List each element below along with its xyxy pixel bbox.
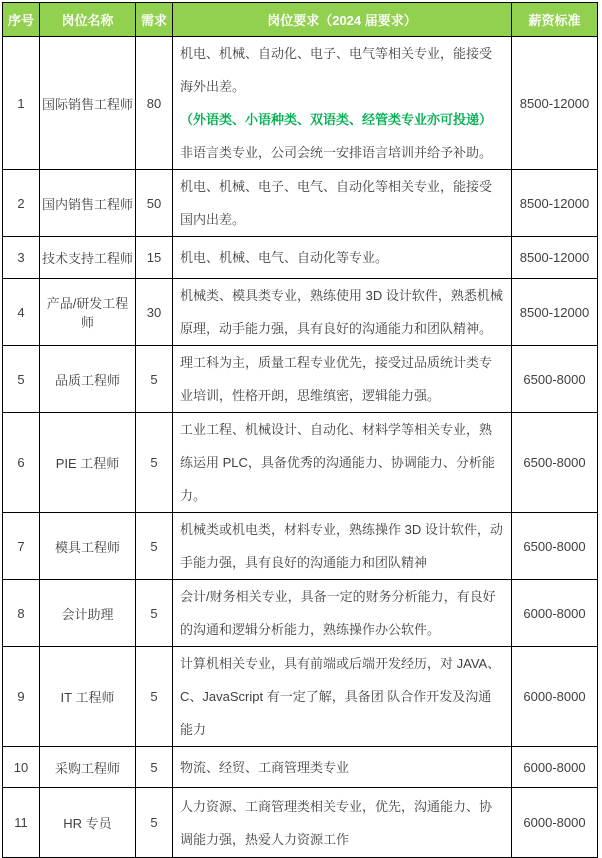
cell-index: 4: [3, 279, 40, 346]
cell-index: 6: [3, 413, 40, 513]
cell-count: 5: [136, 346, 173, 413]
cell-requirements: [173, 37, 512, 170]
column-header-requirements: 岗位要求（2024 届要求）: [173, 3, 512, 37]
requirement-line: 机械类、模具类专业，熟练使用 3D 设计软件，熟悉机械原理，动手能力强，具有良好的沟通能力和团队精神。: [180, 288, 503, 336]
requirement-line: 会计/财务相关专业，具备一定的财务分析能力，有良好的沟通和逻辑分析能力，熟练操作办公软件。: [180, 589, 496, 637]
table-row: [3, 788, 598, 858]
cell-count: 5: [136, 513, 173, 580]
cell-requirements: [173, 279, 512, 346]
requirement-line: 机电、机械、电气、自动化等专业。: [180, 250, 389, 265]
cell-count: 5: [136, 647, 173, 747]
cell-salary: 6000-8000: [512, 647, 598, 747]
document-page: [0, 2, 602, 847]
cell-position: 采购工程师: [40, 747, 136, 788]
cell-salary: 6500-8000: [512, 346, 598, 413]
cell-position: 模具工程师: [40, 513, 136, 580]
requirement-line: 工业工程、机械设计、自动化、材料学等相关专业，熟练运用 PLC，具备优秀的沟通能力、协调能力、分析能力。: [180, 422, 495, 503]
column-header-salary: 薪资标准: [512, 3, 598, 37]
cell-index: 1: [3, 37, 40, 170]
table-row: [3, 747, 598, 788]
cell-count: 5: [136, 788, 173, 858]
requirement-line: 人力资源、工商管理类相关专业，优先，沟通能力、协调能力强，热爱人力资源工作: [180, 798, 493, 847]
table-row: [3, 513, 598, 580]
cell-index: 3: [3, 237, 40, 279]
cell-salary: 6500-8000: [512, 513, 598, 580]
cell-count: 5: [136, 413, 173, 513]
table-row: [3, 37, 598, 170]
cell-count: 15: [136, 237, 173, 279]
cell-count: 5: [136, 747, 173, 788]
requirement-line: 计算机相关专业，具有前端或后端开发经历，对 JAVA、C、JavaScript 有一定了解，具备团 队合作开发及沟通能力: [180, 656, 501, 737]
table-row: [3, 170, 598, 237]
cell-index: 5: [3, 346, 40, 413]
cell-requirements: [173, 788, 512, 858]
cell-requirements: [173, 346, 512, 413]
job-table-body: [3, 37, 598, 858]
cell-requirements: [173, 413, 512, 513]
requirement-line: 机电、机械、自动化、电子、电气等相关专业，能接受海外出差。: [180, 46, 493, 94]
cell-position: 产品/研发工程师: [40, 279, 136, 346]
cell-count: 5: [136, 580, 173, 647]
cell-requirements: [173, 647, 512, 747]
cell-requirements: [173, 747, 512, 788]
cell-count: 80: [136, 37, 173, 170]
cell-salary: 8500-12000: [512, 37, 598, 170]
cell-salary: 6000-8000: [512, 788, 598, 858]
cell-index: 11: [3, 788, 40, 858]
cell-requirements: [173, 513, 512, 580]
header-row: [3, 3, 598, 37]
cell-requirements: [173, 580, 512, 647]
table-row: [3, 413, 598, 513]
cell-salary: 6000-8000: [512, 747, 598, 788]
requirement-line: 理工科为主，质量工程专业优先，接受过品质统计类专业培训，性格开朗，思维缜密，逻辑能力强。: [180, 355, 493, 403]
cell-index: 10: [3, 747, 40, 788]
cell-count: 30: [136, 279, 173, 346]
job-requirements-table: [2, 2, 598, 858]
column-header-count: 需求: [136, 3, 173, 37]
cell-requirements: [173, 237, 512, 279]
cell-count: 50: [136, 170, 173, 237]
cell-salary: 8500-12000: [512, 279, 598, 346]
column-header-index: 序号: [3, 3, 40, 37]
cell-requirements: [173, 170, 512, 237]
cell-position: 国内销售工程师: [40, 170, 136, 237]
cell-position: 会计助理: [40, 580, 136, 647]
requirement-line-emphasis: （外语类、小语种类、双语类、经管类专业亦可投递）: [180, 112, 493, 127]
cell-index: 9: [3, 647, 40, 747]
table-row: [3, 580, 598, 647]
cell-position: IT 工程师: [40, 647, 136, 747]
column-header-position: 岗位名称: [40, 3, 136, 37]
cell-index: 8: [3, 580, 40, 647]
cell-salary: 8500-12000: [512, 170, 598, 237]
requirement-line: 非语言类专业，公司会统一安排语言培训并给予补助。: [180, 145, 493, 160]
table-row: [3, 279, 598, 346]
requirement-line: 物流、经贸、工商管理类专业: [180, 759, 350, 775]
cell-salary: 6500-8000: [512, 413, 598, 513]
cell-index: 2: [3, 170, 40, 237]
cell-position: 品质工程师: [40, 346, 136, 413]
table-row: [3, 647, 598, 747]
cell-salary: 6000-8000: [512, 580, 598, 647]
cell-position: PIE 工程师: [40, 413, 136, 513]
cell-position: 国际销售工程师: [40, 37, 136, 170]
table-row: [3, 237, 598, 279]
cell-salary: 8500-12000: [512, 237, 598, 279]
requirement-line: 机电、机械、电子、电气、自动化等相关专业，能接受国内出差。: [180, 179, 493, 227]
cell-position: 技术支持工程师: [40, 237, 136, 279]
requirement-line: 机械类或机电类，材料专业，熟练操作 3D 设计软件，动手能力强，具有良好的沟通能力和团队精神: [180, 522, 503, 570]
table-row: [3, 346, 598, 413]
cell-index: 7: [3, 513, 40, 580]
cell-position: HR 专员: [40, 788, 136, 858]
